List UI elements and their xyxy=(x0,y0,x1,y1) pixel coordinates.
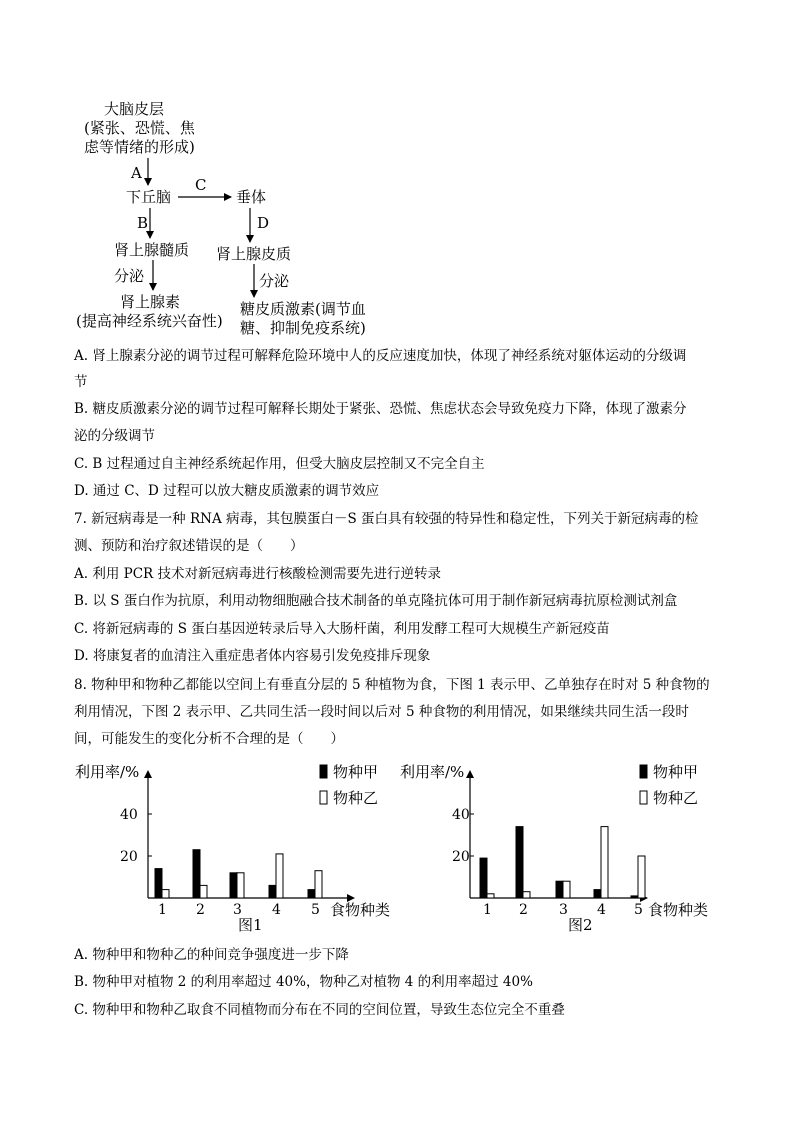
arrow-label-d: D xyxy=(257,214,270,232)
adrenal-medulla-node: 肾上腺髓质 xyxy=(114,241,190,259)
q6-option-d: D. 通过 C、D 过程可以放大糖皮质激素的调节效应 xyxy=(74,483,380,499)
bar-物种甲-2 xyxy=(193,850,200,898)
x-tick-label-5: 5 xyxy=(311,902,320,918)
q7-option-b: B. 以 S 蛋白作为抗原，利用动物细胞融合技术制备的单克隆抗体可用于制作新冠病毒抗原检测试剂盒 xyxy=(74,593,678,609)
bar-物种乙-2 xyxy=(200,885,207,898)
legend-swatch-物种乙 xyxy=(320,791,327,804)
y-tick-label-40: 40 xyxy=(120,807,138,823)
q8-option-b: B. 物种甲对植物 2 的利用率超过 40%，物种乙对植物 4 的利用率超过 40% xyxy=(74,974,533,990)
chart-figure-2 xyxy=(400,763,708,934)
q6-option-c: C. B 过程通过自主神经系统起作用，但受大脑皮层控制又不完全自主 xyxy=(74,456,485,472)
bar-物种甲-5 xyxy=(631,896,638,898)
secrete-label-right: 分泌 xyxy=(259,272,290,290)
q8-stem-1: 8. 物种甲和物种乙都能以空间上有垂直分层的 5 种植物为食，下图 1 表示甲、乙单独存在时对 5 种食物的 xyxy=(74,677,710,693)
legend-swatch-物种乙 xyxy=(640,791,647,804)
bar-物种甲-1 xyxy=(480,858,487,898)
chart-title: 图1 xyxy=(238,916,263,934)
cortex-line-2: (紧张、恐慌、焦 xyxy=(84,119,195,137)
cortisol-node: 糖皮质激素(调节血 xyxy=(240,300,366,318)
bar-物种乙-5 xyxy=(315,871,322,898)
x-tick-label-1: 1 xyxy=(158,902,167,918)
q6-option-a-cont: 节 xyxy=(74,374,88,390)
arrow-label-a: A xyxy=(131,164,142,182)
bar-物种甲-4 xyxy=(269,885,276,898)
x-tick-label-2: 2 xyxy=(519,902,528,918)
adrenaline-node: 肾上腺素 xyxy=(120,293,181,311)
x-tick-label-3: 3 xyxy=(559,902,568,918)
q7-option-a: A. 利用 PCR 技术对新冠病毒进行核酸检测需要先进行逆转录 xyxy=(74,566,441,582)
legend-label-物种乙: 物种乙 xyxy=(653,789,699,807)
y-tick-label-40: 40 xyxy=(452,807,470,823)
bar-物种甲-1 xyxy=(155,869,162,898)
y-axis-label: 利用率/% xyxy=(400,763,465,781)
legend-label-物种甲: 物种甲 xyxy=(653,763,699,781)
arrow-label-b: B xyxy=(137,214,149,232)
bar-charts xyxy=(0,750,794,945)
cortex-line-3: 虑等情绪的形成) xyxy=(84,138,195,156)
x-axis-label: 食物种类 xyxy=(330,901,391,919)
x-axis-label: 食物种类 xyxy=(648,901,709,919)
x-tick-label-4: 4 xyxy=(597,902,606,918)
bar-物种乙-3 xyxy=(237,873,244,898)
q6-option-b: B. 糖皮质激素分泌的调节过程可解释长期处于紧张、恐慌、焦虑状态会导致免疫力下降，体现了激素分 xyxy=(74,401,687,417)
bar-物种乙-1 xyxy=(162,890,169,898)
cortex-title: 大脑皮层 xyxy=(104,100,165,118)
chart-title: 图2 xyxy=(568,916,593,934)
y-tick-label-20: 20 xyxy=(120,849,138,865)
x-tick-label-4: 4 xyxy=(272,902,281,918)
arrow-label-c: C xyxy=(195,176,207,194)
x-tick-label-1: 1 xyxy=(483,902,492,918)
q8-option-c: C. 物种甲和物种乙取食不同植物而分布在不同的空间位置，导致生态位完全不重叠 xyxy=(74,1002,565,1018)
chart-figure-1 xyxy=(75,763,390,934)
bar-物种甲-2 xyxy=(516,827,523,898)
q6-option-a: A. 肾上腺素分泌的调节过程可解释危险环境中人的反应速度加快，体现了神经系统对躯体运动的分级调 xyxy=(74,348,687,364)
y-axis-label: 利用率/% xyxy=(75,763,140,781)
q8-stem-3: 间，可能发生的变化分析不合理的是（ ） xyxy=(74,731,344,747)
legend-label-物种乙: 物种乙 xyxy=(333,789,379,807)
diagram-arrows xyxy=(0,0,400,340)
y-axis-arrow xyxy=(466,770,474,778)
hypothalamus-node: 下丘脑 xyxy=(126,188,172,206)
secrete-label-left: 分泌 xyxy=(114,267,145,285)
q7-option-d: D. 将康复者的血清注入重症患者体内容易引发免疫排斥现象 xyxy=(74,648,431,664)
bar-物种甲-3 xyxy=(556,881,563,898)
legend-swatch-物种甲 xyxy=(320,765,327,778)
q7-stem-cont: 测、预防和治疗叙述错误的是（ ） xyxy=(74,538,304,554)
cortisol-desc: 糖、抑制免疫系统) xyxy=(240,319,366,337)
bar-物种甲-5 xyxy=(308,890,315,898)
bar-物种乙-4 xyxy=(601,827,608,898)
y-axis-arrow xyxy=(144,770,152,778)
bar-物种乙-4 xyxy=(276,854,283,898)
q8-option-a: A. 物种甲和物种乙的种间竞争强度进一步下降 xyxy=(74,947,349,963)
q8-stem-2: 利用情况，下图 2 表示甲、乙共同生活一段时间以后对 5 种食物的利用情况，如果继续共同生活一段时 xyxy=(74,704,689,720)
adrenal-cortex-node: 肾上腺皮质 xyxy=(216,245,292,263)
x-tick-label-3: 3 xyxy=(233,902,242,918)
x-tick-label-2: 2 xyxy=(196,902,205,918)
bar-物种乙-5 xyxy=(638,856,645,898)
bar-物种乙-2 xyxy=(523,892,530,898)
bar-物种乙-3 xyxy=(563,881,570,898)
bar-物种甲-4 xyxy=(594,890,601,898)
bar-物种甲-3 xyxy=(230,873,237,898)
q6-option-b-cont: 泌的分级调节 xyxy=(74,428,155,444)
q7-option-c: C. 将新冠病毒的 S 蛋白基因逆转录后导入大肠杆菌，利用发酵工程可大规模生产新冠疫苗 xyxy=(74,621,610,637)
adrenaline-desc: (提高神经系统兴奋性) xyxy=(76,312,223,330)
bar-物种乙-1 xyxy=(487,894,494,898)
x-tick-label-5: 5 xyxy=(634,902,643,918)
legend-label-物种甲: 物种甲 xyxy=(333,763,379,781)
pituitary-node: 垂体 xyxy=(236,188,267,206)
y-tick-label-20: 20 xyxy=(452,849,470,865)
legend-swatch-物种甲 xyxy=(640,765,647,778)
q7-stem: 7. 新冠病毒是一种 RNA 病毒，其包膜蛋白－S 蛋白具有较强的特异性和稳定性，下列关于新冠病毒的检 xyxy=(74,511,699,527)
